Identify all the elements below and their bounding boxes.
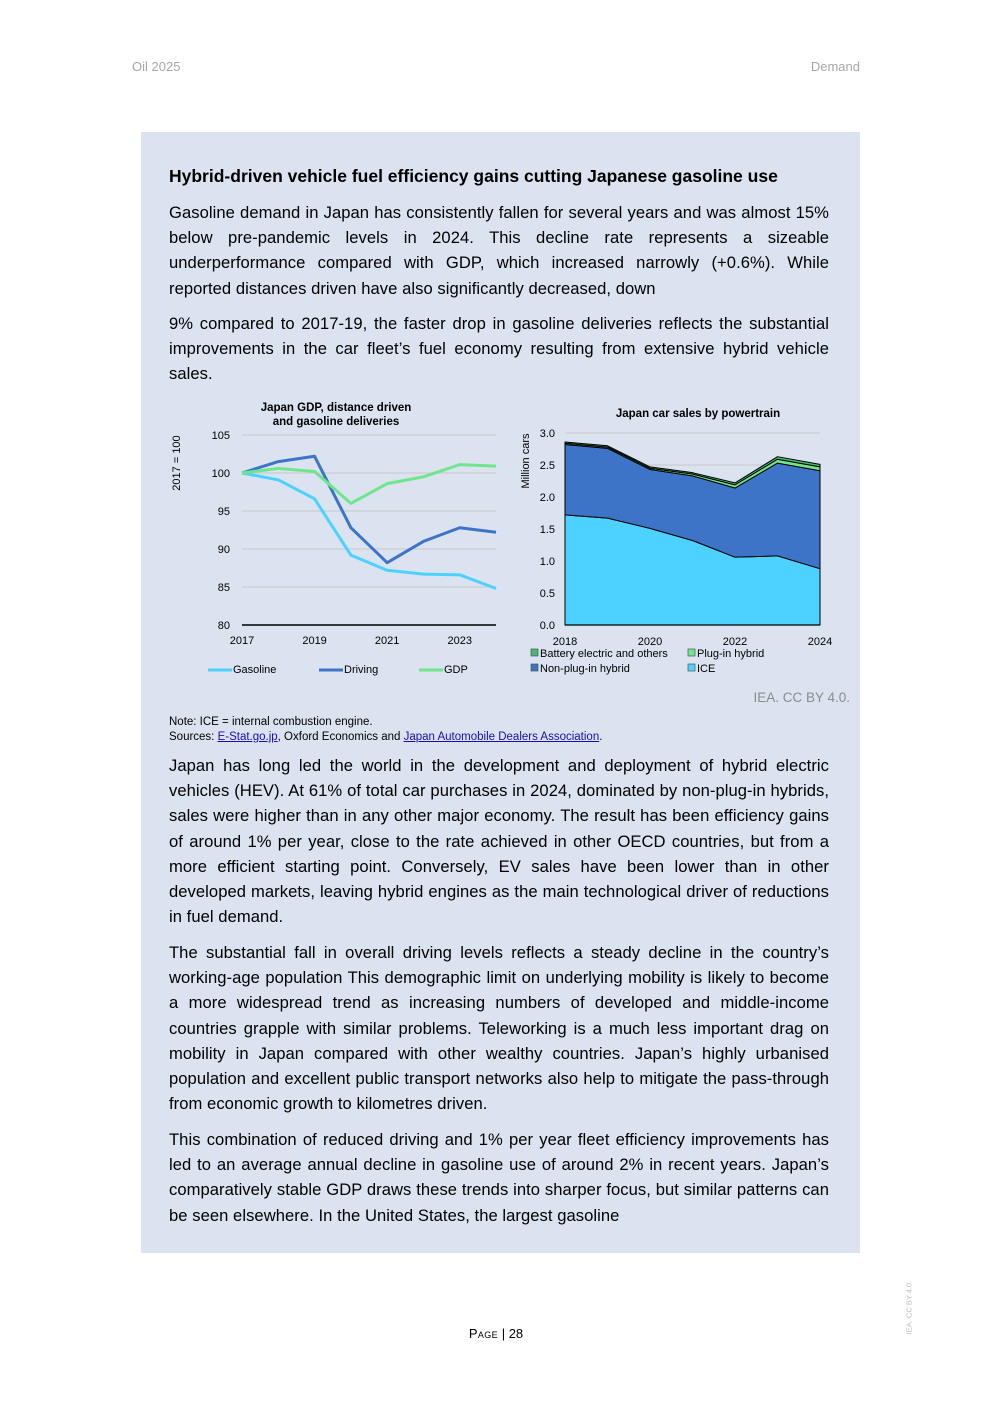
chart2-xtick-label: 2024: [807, 636, 833, 648]
chart1-title-line2: and gasoline deliveries: [272, 416, 400, 428]
chart1-ytick-label: 105: [211, 430, 230, 442]
chart1-series-line-gdp: [242, 465, 496, 504]
charts-figure: [165, 395, 835, 685]
figure-credit: IEA. CC BY 4.0.: [753, 690, 850, 705]
chart1-series-line-gasoline: [242, 473, 496, 589]
chart1-ytick-label: 85: [217, 582, 230, 594]
page-separator: |: [498, 1326, 509, 1341]
paragraph-3: Japan has long led the world in the development and deployment of hybrid electric vehicles (HEV). At 61% of total car purchases in 2024, dominated by non-plug-in hybrids, sales were higher than in any other major economy. The result has been efficiency gains of around 1% per year, close to the rate achieved in other OECD countries, but from a more efficient starting point. Conversely, EV sales have been lower than in other developed markets, leaving hybrid engines as the main technological driver of reductions in fuel demand.: [169, 756, 829, 927]
chart1-legend-label: Gasoline: [233, 664, 277, 676]
chart2-xtick-label: 2018: [552, 636, 578, 648]
chart1-xtick-label: 2021: [374, 635, 400, 647]
chart2-legend-label: Non-plug-in hybrid: [540, 663, 630, 675]
chart2-xtick-label: 2022: [722, 636, 748, 648]
chart1-series-line-driving: [242, 456, 496, 562]
chart1-title-line1: Japan GDP, distance driven: [260, 402, 412, 414]
page-number: 28: [508, 1326, 524, 1341]
chart2-ytick-label: 2.0: [539, 492, 555, 504]
chart2-xtick-label: 2020: [637, 636, 663, 648]
chart1-ytick-label: 95: [217, 506, 230, 518]
chart2-title: Japan car sales by powertrain: [615, 408, 781, 420]
chart2-legend-swatch: [531, 664, 538, 671]
sources-suffix: .: [599, 731, 603, 743]
page-label: Page: [468, 1326, 499, 1341]
chart2-legend-swatch: [688, 649, 695, 656]
chart1-ytick-label: 90: [217, 544, 230, 556]
source-link-jada[interactable]: Japan Automobile Dealers Association: [403, 731, 600, 743]
chart2-legend-label: Plug-in hybrid: [697, 648, 765, 660]
header-left: Oil 2025: [132, 59, 181, 74]
chart2-legend-label: Battery electric and others: [540, 648, 668, 660]
source-link-estat[interactable]: E-Stat.go.jp: [217, 731, 278, 743]
chart1-legend-label: GDP: [444, 664, 468, 676]
chart2-ytick-label: 2.5: [539, 460, 555, 472]
area-chart: [520, 408, 832, 675]
note-line: Note: ICE = internal combustion engine.: [169, 716, 373, 728]
paragraph-5: This combination of reduced driving and 1% per year fleet efficiency improvements has led to an average annual decline in gasoline use of around 2% in recent years. Japan’s comparatively stable GDP draws these trends into sharper focus, but similar patterns can be seen elsewhere. In the United States, the largest gasoline: [169, 1130, 829, 1225]
line-chart: [171, 402, 496, 676]
chart2-ytick-label: 1.0: [539, 556, 555, 568]
figure-notes: [169, 715, 602, 745]
chart1-xtick-label: 2017: [229, 635, 255, 647]
chart2-ytick-label: 1.5: [539, 524, 555, 536]
paragraph-1: Gasoline demand in Japan has consistently fallen for several years and was almost 15% below pre-pandemic levels in 2024. This decline rate represents a sizeable underperformance compared with GDP, which increased narrowly (+0.6%). While reported distances driven have also significantly decreased, down: [169, 203, 829, 298]
page-footer: [0, 1326, 992, 1341]
box-title: Hybrid-driven vehicle fuel efficiency gains cutting Japanese gasoline use: [169, 166, 778, 186]
sources-line: [169, 730, 602, 745]
chart1-ylabel: 2017 = 100: [171, 435, 183, 491]
chart1-xtick-label: 2023: [447, 635, 472, 647]
side-credit: IEA. CC BY 4.0.: [904, 1280, 914, 1335]
chart2-ytick-label: 0.0: [539, 620, 555, 632]
chart1-ytick-label: 100: [211, 468, 230, 480]
header-right: Demand: [810, 59, 860, 74]
chart2-legend-swatch: [688, 664, 695, 671]
chart2-ytick-label: 3.0: [539, 428, 555, 440]
chart2-ylabel: Million cars: [520, 433, 532, 489]
chart2-legend-label: ICE: [697, 663, 716, 675]
chart1-xtick-label: 2019: [302, 635, 327, 647]
sources-mid: , Oxford Economics and: [277, 731, 404, 743]
sources-prefix: Sources:: [169, 731, 218, 743]
paragraph-4: The substantial fall in overall driving levels reflects a steady decline in the country’s working-age population This demographic limit on underlying mobility is likely to become a more widespread trend as increasing numbers of developed and middle-income countries grapple with similar problems. Teleworking is a much less important drag on mobility in Japan compared with other wealthy countries. Japan’s highly urbanised population and excellent public transport networks also help to mitigate the pass-through from economic growth to kilometres driven.: [169, 943, 829, 1114]
chart1-legend-label: Driving: [344, 664, 379, 676]
chart1-ytick-label: 80: [217, 620, 230, 632]
chart2-legend-swatch: [531, 649, 538, 656]
paragraph-2: 9% compared to 2017-19, the faster drop in gasoline deliveries reflects the substantial improvements in the car fleet’s fuel economy resulting from extensive hybrid vehicle sales.: [169, 314, 829, 384]
chart2-ytick-label: 0.5: [539, 588, 555, 600]
